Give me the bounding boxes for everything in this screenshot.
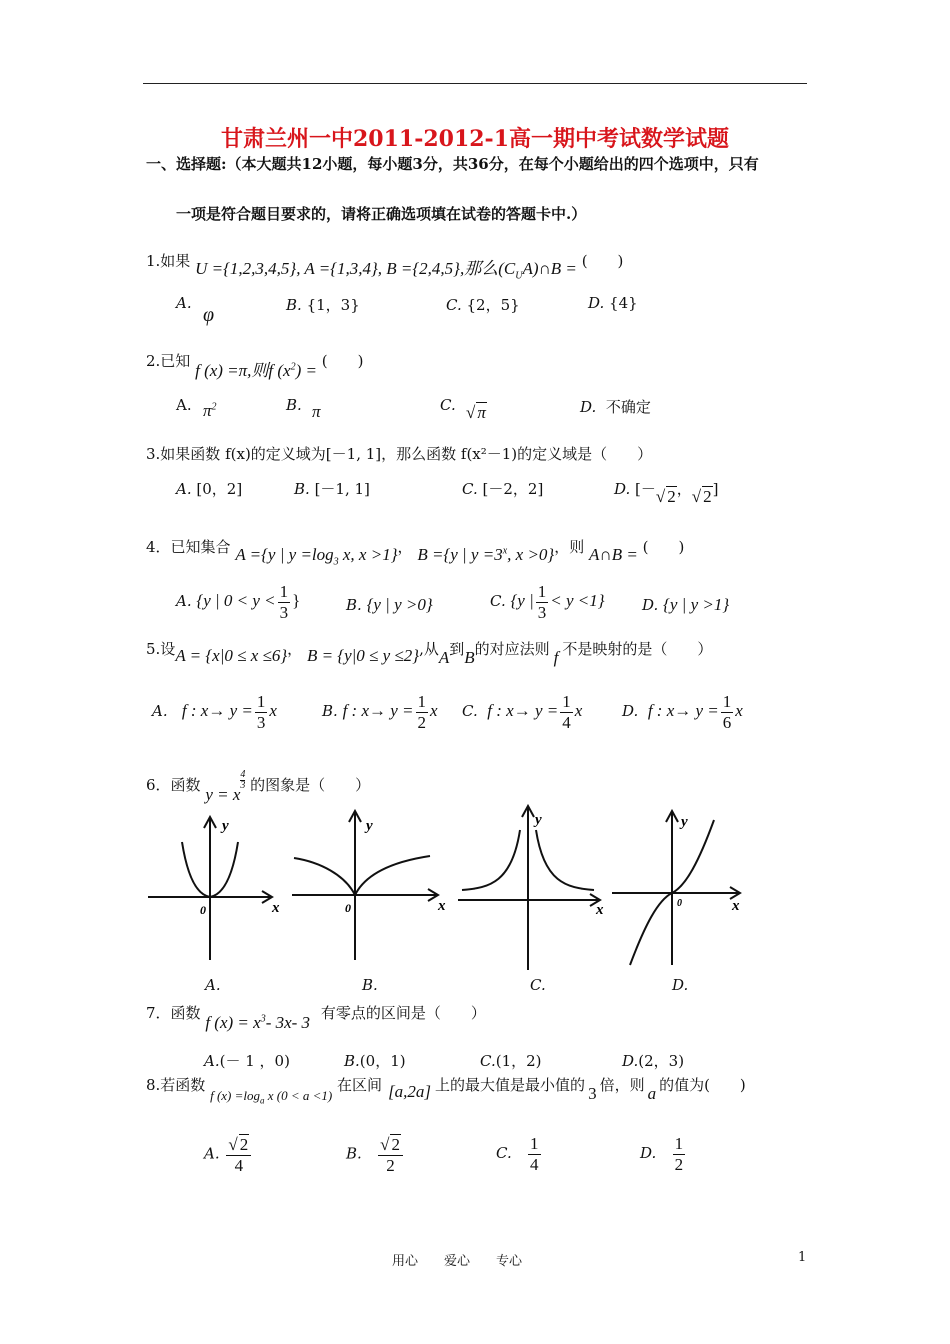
graph-a-x-label: x xyxy=(272,900,280,916)
q4-option-a: A. {y | 0 < y < $\frac{1}{3}$ } xyxy=(176,582,301,622)
section-instructions-line1: 一、选择题:（本大题共12小题，每小题3分，共36分，在每个小题给出的四个选项中，只有 xyxy=(146,155,759,173)
graph-b xyxy=(292,811,438,960)
graph-d-x-label: x xyxy=(732,898,740,914)
graph-d-y-label: y xyxy=(681,814,688,830)
graph-c-x-label: x xyxy=(596,902,604,918)
q2-option-b-text: π xyxy=(312,402,321,421)
q5-option-d: D. f : x→ y = $\frac{1}{6}$ x xyxy=(622,692,743,732)
graph-c xyxy=(458,806,600,970)
q4-option-c: C. {y | $\frac{1}{3}$ < y <1} xyxy=(490,582,605,622)
question-2-stem: f (x) =π,则f $(x^2)$ = xyxy=(195,361,317,380)
graph-b-origin: 0 xyxy=(345,901,351,915)
page-title: 甘肃兰州一中2011-2012-1高一期中考试数学试题 xyxy=(220,126,730,152)
graph-a-y-label: y xyxy=(222,818,229,834)
question-6: 6．函数 y = x $\frac{4}{3}$ 的图象是（ ） xyxy=(146,769,371,804)
q5-option-b: B. f : x→ y = $\frac{1}{2}$ x xyxy=(322,692,438,732)
q4-option-d: D. {y | y >1} xyxy=(642,595,730,614)
graph-d-origin: 0 xyxy=(677,898,682,909)
q1-option-d: D. {4} xyxy=(588,294,638,312)
graph-c-curve-right xyxy=(536,830,594,890)
section-instructions-line2: 一项是符合题目要求的，请将正确选项填在试卷的答题卡中.） xyxy=(176,205,587,223)
question-1-stem: U ={1,2,3,4,5}, A ={1,3,4}, B ={2,4,5},那么$(C_UA)\cap B$ = xyxy=(195,259,577,282)
q3-option-d: D. [－√ 2，√ 2] xyxy=(614,480,719,506)
q3-option-a: A. [0，2] xyxy=(176,480,243,498)
graph-b-y-label: y xyxy=(366,818,373,834)
question-4: 4．已知集合 A ={y | $y =\log_3$ x, x >1}， B ={y | $y =3^x$, x >0}，则 A∩B = ( ) xyxy=(146,538,685,568)
question-7: 7．函数 f $(x) = x^3-$ 3x- 3 有零点的区间是（ ） xyxy=(146,1004,486,1032)
q1-option-c: C. {2，5} xyxy=(446,296,520,314)
question-3: 3.如果函数 f(x)的定义域为[－1, 1]，那么函数 f(x²－1)的定义域是（ ） xyxy=(146,445,653,463)
q8-option-a: A. $\frac{√ 2}{4}$ xyxy=(204,1134,253,1175)
graph-a-origin: 0 xyxy=(200,903,206,917)
q3-option-b: B. [－1, 1] xyxy=(294,480,370,498)
question-2: 2.已知 f (x) =π,则f $(x^2)$ = ( ) xyxy=(146,352,364,380)
q6-option-a: A. xyxy=(205,976,221,994)
graph-d xyxy=(612,811,740,965)
q5-option-c: C. f : x→ y = $\frac{1}{4}$ x xyxy=(462,692,583,732)
question-number: 1.如果 xyxy=(146,252,191,270)
question-1 xyxy=(146,246,624,282)
q1-option-a-text: φ xyxy=(203,304,215,326)
graph-b-curve xyxy=(294,856,430,895)
graph-a xyxy=(148,817,272,960)
q7-option-c: C.(1，2) xyxy=(480,1052,542,1070)
q7-option-b: B.(0，1) xyxy=(344,1052,406,1070)
q5-option-a: A. f : x→ y = $\frac{1}{3}$ x xyxy=(152,692,277,732)
q6-option-d: D. xyxy=(672,976,689,994)
q6-graphs xyxy=(140,800,770,975)
q6-expression: y = x $\frac{4}{3}$ xyxy=(205,769,246,804)
answer-paren: ( ) xyxy=(581,252,624,270)
q1-option-a: A. xyxy=(176,294,192,312)
question-8: 8.若函数 f $(x) =\log_a$ x (0 < a <1) 在区间 [a,2a] 上的最大值是最小值的 3 倍，则 a 的值为( ) xyxy=(146,1076,746,1106)
graph-b-x-label: x xyxy=(438,898,446,914)
page-number: 1 xyxy=(798,1250,807,1265)
footer-text: 用心 爱心 专心 xyxy=(392,1254,523,1269)
q8-option-c: C. $\frac{1}{4}$ xyxy=(496,1134,539,1174)
q2-option-d: D. 不确定 xyxy=(580,398,651,416)
q2-option-a: A. xyxy=(176,396,192,414)
q8-option-b: B. $\frac{√ 2}{2}$ xyxy=(346,1134,405,1175)
q8-option-d: D. $\frac{1}{2}$ xyxy=(640,1134,684,1174)
q2-option-a-text: $\pi^2$ xyxy=(203,401,217,420)
q6-option-c: C. xyxy=(530,976,546,994)
q2-option-c: C. xyxy=(440,396,456,414)
q1-option-b: B. {1，3} xyxy=(286,296,360,314)
q7-option-d: D.(2，3) xyxy=(622,1052,685,1070)
q7-option-a: A.(－ 1 ，0) xyxy=(204,1052,290,1070)
q2-option-b: B. xyxy=(286,396,302,414)
q2-option-c-text: √ π xyxy=(466,403,486,422)
header-rule xyxy=(143,83,807,84)
question-5: 5.设A = {x|0 ≤ x ≤6}， B = {y|0 ≤ y ≤2},从A到B的对应法则 f 不是映射的是（ ） xyxy=(146,640,713,667)
q6-option-b: B. xyxy=(362,976,378,994)
graph-c-y-label: y xyxy=(535,812,542,828)
q4-option-b: B. {y | y >0} xyxy=(346,595,433,614)
q3-option-c: C. [－2，2] xyxy=(462,480,544,498)
graph-c-curve-left xyxy=(462,830,520,890)
